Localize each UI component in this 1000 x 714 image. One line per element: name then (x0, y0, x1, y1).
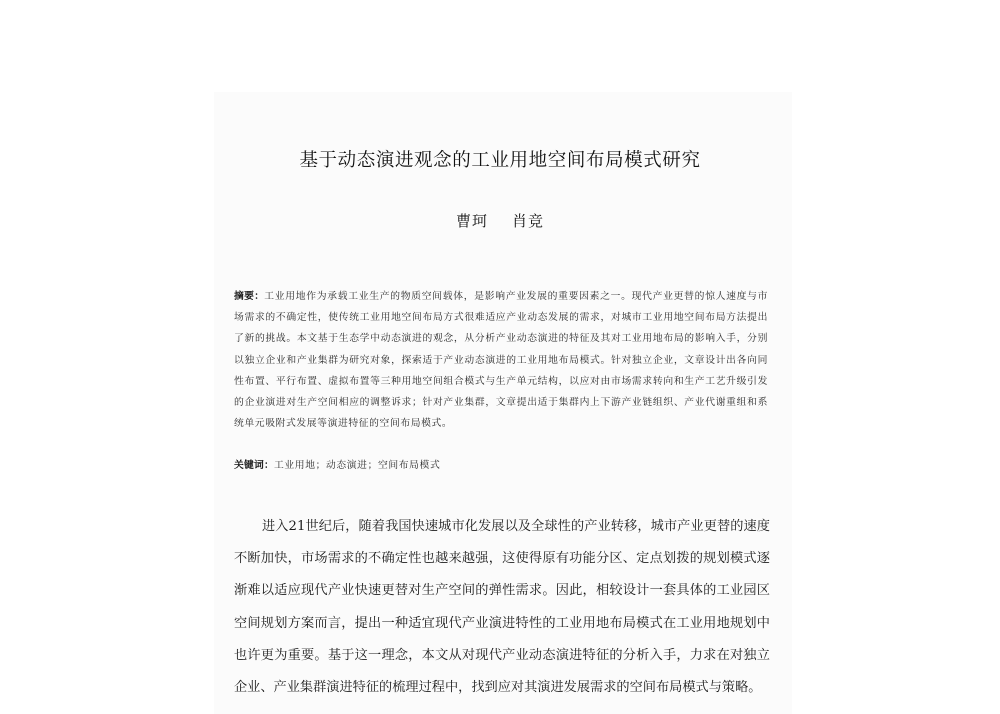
abstract-block (234, 286, 768, 434)
keywords-text: 工业用地；动态演进；空间布局模式 (274, 460, 441, 471)
author-name: 肖竞 (512, 212, 545, 230)
paper-title: 基于动态演进观念的工业用地空间布局模式研究 (299, 150, 701, 171)
author-name: 曹珂 (455, 212, 488, 230)
abstract-text: 工业用地作为承载工业生产的物质空间载体，是影响产业发展的重要因素之一。现代产业更替的惊人速度与市场需求的不确定性，使传统工业用地空间布局方式很难适应产业动态发展的需求，对城市工业用地空间布局方法提出了新的挑战。本文基于生态学中动态演进的观念，从分析产业动态演进的特征及其对工业用地布局的影响入手，分别以独立企业和产业集群为研究对象，探索适于产业动态演进的工业用地布局模式。针对独立企业，文章设计出各向同性布置、平行布置、虚拟布置等三种用地空间组合模式与生产单元结构，以应对由市场需求转向和生产工艺升级引发的企业演进对生产空间相应的调整诉求；针对产业集群，文章提出适于集群内上下游产业链组织、产业代谢重组和系统单元吸附式发展等演进特征的空间布局模式。 (234, 291, 768, 430)
abstract-label: 摘要： (234, 291, 265, 302)
body-paragraph: 进入21世纪后，随着我国快速城市化发展以及全球性的产业转移，城市产业更替的速度不断加快，市场需求的不确定性也越来越强，这使得原有功能分区、定点划拨的规划模式逐渐难以适应现代产业快速更替对生产空间的弹性需求。因此，相较设计一套具体的工业园区空间规划方案而言，提出一种适宜现代产业演进特性的工业用地布局模式在工业用地规划中也许更为重要。基于这一理念，本文从对现代产业动态演进特征的分析入手，力求在对独立企业、产业集群演进特征的梳理过程中，找到应对其演进发展需求的空间布局模式与策略。 (234, 519, 770, 696)
author-line (0, 210, 1000, 231)
keywords-label: 关键词： (234, 460, 274, 471)
keywords-block (234, 456, 768, 476)
